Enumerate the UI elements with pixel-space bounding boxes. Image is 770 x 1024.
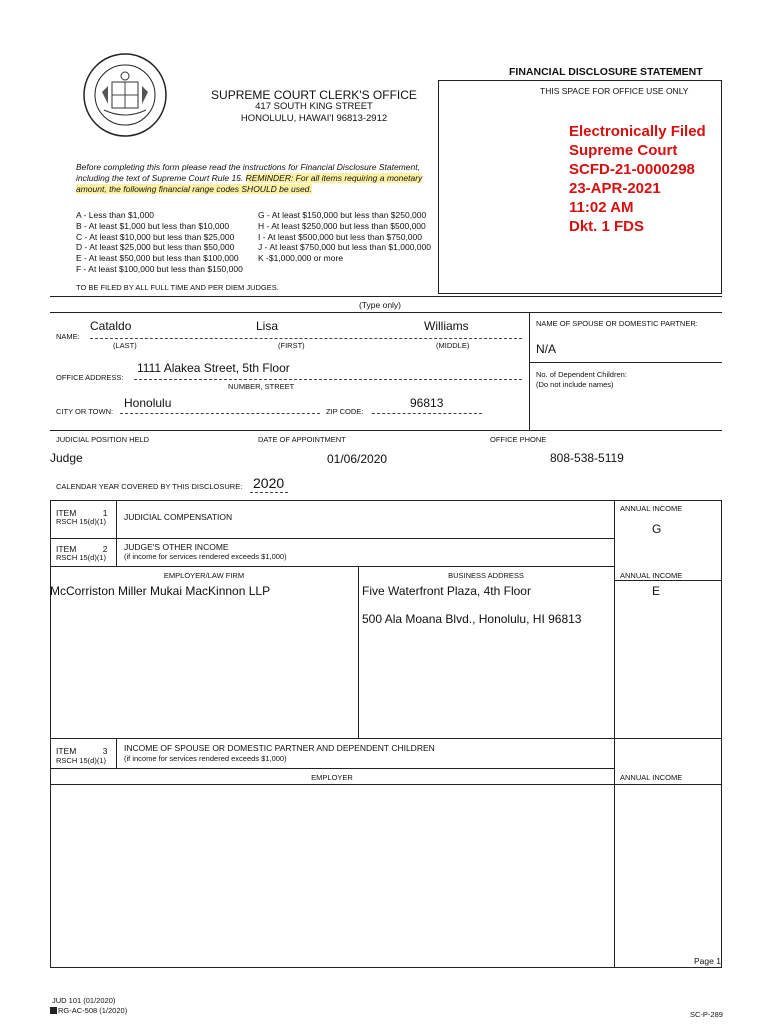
business-address-line2[interactable]: 500 Ala Moana Blvd., Honolulu, HI 96813 xyxy=(362,612,582,626)
stamp-line3: SCFD-21-0000298 xyxy=(569,161,695,178)
reminder-highlight-2: amount, the following financial range codes SHOULD be used. xyxy=(76,184,312,194)
calendar-label: CALENDAR YEAR COVERED BY THIS DISCLOSURE: xyxy=(56,482,243,491)
reminder-highlight: REMINDER: For all items requiring a monetary xyxy=(245,173,423,183)
item3-divider xyxy=(116,738,117,768)
code-item: B - At least $1,000 but less than $10,000 xyxy=(76,220,230,231)
office-name: SUPREME COURT CLERK'S OFFICE xyxy=(211,88,417,102)
item2-rule: RSCH 15(d)(1) xyxy=(56,553,107,562)
item2-number: 2 xyxy=(102,544,108,554)
item3-word: ITEM xyxy=(56,746,77,756)
office-address-field[interactable]: 1111 Alakea Street, 5th Floor xyxy=(137,361,290,375)
income-column-divider xyxy=(614,500,615,968)
income-rule xyxy=(614,580,722,581)
code-item: I - At least $500,000 but less than $750,000 xyxy=(258,231,422,242)
item2-divider xyxy=(116,538,117,566)
item3-rule: RSCH 15(d)(1) xyxy=(56,756,107,765)
section-rule xyxy=(50,296,722,297)
position-label: JUDICIAL POSITION HELD xyxy=(56,435,150,444)
codes-right-list xyxy=(258,210,431,264)
item1-word: ITEM xyxy=(56,508,77,518)
last-name-field[interactable]: Cataldo xyxy=(90,319,132,333)
item1-number: 1 xyxy=(102,508,108,518)
item3-title: INCOME OF SPOUSE OR DOMESTIC PARTNER AND DEPENDENT CHILDREN xyxy=(124,743,435,753)
code-item: F - At least $100,000 but less than $150,000 xyxy=(76,263,243,274)
form-title: FINANCIAL DISCLOSURE STATEMENT xyxy=(509,66,703,78)
office-address-line2: HONOLULU, HAWAI'I 96813-2912 xyxy=(240,113,388,124)
item2-income-field[interactable]: E xyxy=(652,584,661,598)
stamp-line2: Supreme Court xyxy=(569,142,678,159)
employer-label: EMPLOYER/LAW FIRM xyxy=(163,571,245,580)
section-rule xyxy=(50,430,722,431)
zip-field[interactable]: 96813 xyxy=(410,396,444,410)
phone-field[interactable]: 808-538-5119 xyxy=(550,451,624,465)
item3-label xyxy=(56,746,107,756)
item2-income-label: ANNUAL INCOME xyxy=(620,571,683,580)
row-rule xyxy=(50,784,722,785)
page-number: Page 1 xyxy=(694,956,721,966)
middle-caption: (MIDDLE) xyxy=(436,341,470,350)
item3-employer-label: EMPLOYER xyxy=(311,773,353,782)
item2-word: ITEM xyxy=(56,544,77,554)
item1-income-field[interactable]: G xyxy=(652,522,662,536)
item3-number: 3 xyxy=(102,746,108,756)
business-address-line1[interactable]: Five Waterfront Plaza, 4th Floor xyxy=(362,584,531,598)
electronic-filing-stamp xyxy=(569,122,706,236)
item3-subtitle: (if income for services rendered exceeds $1,000) xyxy=(124,754,287,763)
dependents-label: No. of Dependent Children: xyxy=(536,370,627,379)
first-caption: (FIRST) xyxy=(278,341,305,350)
office-address-line1: 417 SOUTH KING STREET xyxy=(255,101,373,112)
item3-income-label: ANNUAL INCOME xyxy=(620,773,683,782)
employer-field[interactable]: McCorriston Miller Mukai MacKinnon LLP xyxy=(50,584,271,598)
instructions-line2: including the text of Supreme Court Rule 15. xyxy=(76,173,246,183)
code-item: J - At least $750,000 but less than $1,000,000 xyxy=(258,242,431,253)
zip-label: ZIP CODE: xyxy=(326,407,364,416)
union-bug-icon xyxy=(50,1007,57,1014)
spouse-rule xyxy=(529,362,722,363)
code-item: G - At least $150,000 but less than $250,000 xyxy=(258,210,427,220)
filed-by-note: TO BE FILED BY ALL FULL TIME AND PER DIEM JUDGES. xyxy=(76,283,279,292)
codes-left-list xyxy=(76,210,243,275)
calendar-underline xyxy=(250,492,288,493)
type-only-note: (Type only) xyxy=(358,300,402,310)
item1-divider xyxy=(116,500,117,538)
instructions xyxy=(76,162,446,195)
form-id-2 xyxy=(50,1006,127,1015)
form-id-2-text: RG-AC-508 (1/2020) xyxy=(58,1006,128,1015)
phone-label: OFFICE PHONE xyxy=(490,435,547,444)
item2-subtitle: (if income for services rendered exceeds $1,000) xyxy=(124,552,287,561)
code-item: H - At least $250,000 but less than $500,000 xyxy=(258,220,426,231)
item1-rule: RSCH 15(d)(1) xyxy=(56,517,107,526)
item2-title: JUDGE'S OTHER INCOME xyxy=(124,542,229,552)
court-seal xyxy=(82,52,168,138)
spouse-label: NAME OF SPOUSE OR DOMESTIC PARTNER: xyxy=(536,319,698,328)
middle-name-field[interactable]: Williams xyxy=(424,319,469,333)
city-field[interactable]: Honolulu xyxy=(124,396,172,410)
office-address-label: OFFICE ADDRESS: xyxy=(56,373,124,382)
zip-underline xyxy=(372,413,482,414)
item1-title: JUDICIAL COMPENSATION xyxy=(124,512,233,522)
city-underline xyxy=(120,413,320,414)
appointment-field[interactable]: 01/06/2020 xyxy=(327,452,388,466)
code-item: K -$1,000,000 or more xyxy=(258,253,344,264)
appointment-label: DATE OF APPOINTMENT xyxy=(258,435,346,444)
row-rule xyxy=(50,566,614,567)
section-rule xyxy=(50,312,722,313)
city-label: CITY OR TOWN: xyxy=(56,407,114,416)
item1-income-label: ANNUAL INCOME xyxy=(620,504,683,513)
address-underline xyxy=(134,379,522,380)
form-code: SC-P-289 xyxy=(690,1010,723,1019)
code-item: D - At least $25,000 but less than $50,000 xyxy=(76,242,235,253)
code-item: E - At least $50,000 but less than $100,000 xyxy=(76,253,239,264)
name-underline xyxy=(90,338,522,339)
row-rule xyxy=(50,538,614,539)
spouse-divider xyxy=(529,312,530,430)
item3-income-field[interactable] xyxy=(616,786,720,966)
stamp-line1: Electronically Filed xyxy=(569,123,706,140)
seal-icon xyxy=(82,52,168,138)
employer-divider xyxy=(358,566,359,738)
stamp-line4: 23-APR-2021 xyxy=(569,180,661,197)
code-item: C - At least $10,000 but less than $25,000 xyxy=(76,231,235,242)
address-caption: NUMBER, STREET xyxy=(228,382,295,391)
spouse-name-field[interactable]: N/A xyxy=(536,342,557,356)
calendar-year-field[interactable]: 2020 xyxy=(253,475,285,491)
item3-employer-field[interactable] xyxy=(52,786,612,966)
code-item: A - Less than $1,000 xyxy=(76,210,154,220)
dependents-note: (Do not include names) xyxy=(536,380,614,389)
stamp-line6: Dkt. 1 FDS xyxy=(569,218,645,235)
last-caption: (LAST) xyxy=(113,341,137,350)
business-address-label: BUSINESS ADDRESS xyxy=(448,571,524,580)
office-use-label: THIS SPACE FOR OFFICE USE ONLY xyxy=(540,86,689,96)
first-name-field[interactable]: Lisa xyxy=(256,319,279,333)
row-rule xyxy=(50,738,722,739)
row-rule xyxy=(50,768,614,769)
instructions-line1: Before completing this form please read the instructions for Financial Disclosure Statement, xyxy=(76,162,420,172)
stamp-line5: 11:02 AM xyxy=(569,199,634,216)
name-label: NAME: xyxy=(56,332,80,341)
position-field[interactable]: Judge xyxy=(50,451,83,465)
form-id: JUD 101 (01/2020) xyxy=(52,996,116,1005)
